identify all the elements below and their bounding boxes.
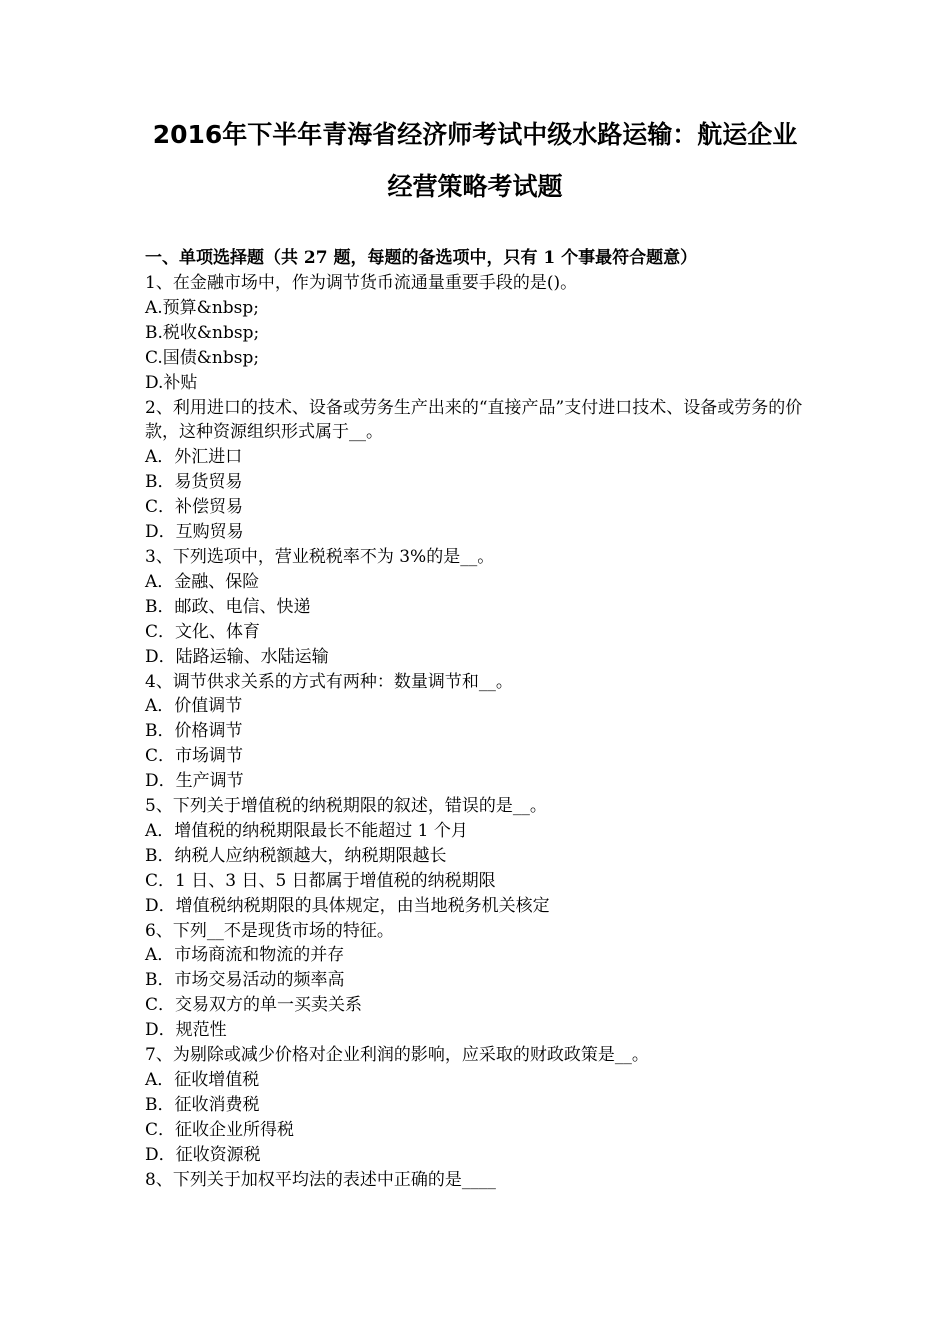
answer-option: C．市场调节 [145, 746, 244, 767]
answer-option: A．价值调节 [145, 696, 243, 717]
question-block [145, 670, 810, 795]
answer-option: D.补贴 [145, 372, 198, 393]
answer-option: C．1 日、3 日、5 日都属于增值税的纳税期限 [145, 870, 496, 891]
question-stem: 7、为剔除或减少价格对企业利润的影响，应采取的财政政策是__。 [145, 1045, 649, 1066]
answer-option: B．价格调节 [145, 721, 243, 742]
answer-option: B．征收消费税 [145, 1094, 260, 1115]
answer-option: B．市场交易活动的频率高 [145, 970, 345, 991]
answer-option: D．互购贸易 [145, 522, 244, 543]
answer-option: A．征收增值税 [145, 1070, 260, 1090]
answer-option: C．征收企业所得税 [145, 1119, 295, 1140]
answer-option: C．交易双方的单一买卖关系 [145, 995, 363, 1016]
question-block [145, 545, 810, 670]
question-block [145, 794, 810, 919]
question-stem: 2、利用进口的技术、设备或劳务生产出来的“直接产品”支付进口技术、设备或劳务的价款，这种资源组织形式属于__。 [145, 397, 803, 443]
answer-option: D．规范性 [145, 1020, 227, 1041]
question-block [145, 919, 810, 1044]
answer-option: D．生产调节 [145, 771, 244, 792]
question-stem: 5、下列关于增值税的纳税期限的叙述，错误的是__。 [145, 796, 547, 817]
answer-option: A．外汇进口 [145, 447, 243, 468]
answer-option: C．补偿贸易 [145, 497, 244, 518]
answer-option: B.税收&nbsp; [145, 322, 260, 343]
answer-option: D．增值税纳税期限的具体规定，由当地税务机关核定 [145, 895, 550, 916]
answer-option: A.预算&nbsp; [145, 297, 259, 318]
answer-option: A．增值税的纳税期限最长不能超过 1 个月 [145, 820, 468, 841]
question-stem: 3、下列选项中，营业税税率不为 3%的是__。 [145, 546, 495, 567]
answer-option: D．陆路运输、水陆运输 [145, 646, 329, 667]
question-block [145, 1043, 810, 1168]
answer-option: C．文化、体育 [145, 621, 261, 642]
question-block [145, 271, 810, 396]
question-list [145, 271, 810, 1193]
document-title-line-2: 经营策略考试题 [387, 172, 563, 201]
answer-option: B．邮政、电信、快递 [145, 596, 311, 617]
section-heading: 一、单项选择题（共 27 题，每题的备选项中，只有 1 个事最符合题意） [145, 248, 698, 268]
question-stem: 6、下列__不是现货市场的特征。 [145, 920, 394, 941]
question-stem: 8、下列关于加权平均法的表述中正确的是____ [145, 1169, 496, 1190]
question-block [145, 1168, 810, 1193]
answer-option: D．征收资源税 [145, 1144, 261, 1165]
question-block [145, 396, 810, 545]
answer-option: A．金融、保险 [145, 571, 260, 592]
answer-option: B．纳税人应纳税额越大，纳税期限越长 [145, 845, 447, 866]
document-title-line-1: 2016年下半年青海省经济师考试中级水路运输：航运企业 [152, 120, 798, 149]
answer-option: A．市场商流和物流的并存 [145, 945, 345, 966]
question-stem: 1、在金融市场中，作为调节货币流通量重要手段的是()。 [145, 273, 578, 293]
answer-option: B．易货贸易 [145, 472, 243, 493]
question-stem: 4、调节供求关系的方式有两种：数量调节和__。 [145, 671, 513, 692]
answer-option: C.国债&nbsp; [145, 347, 260, 368]
